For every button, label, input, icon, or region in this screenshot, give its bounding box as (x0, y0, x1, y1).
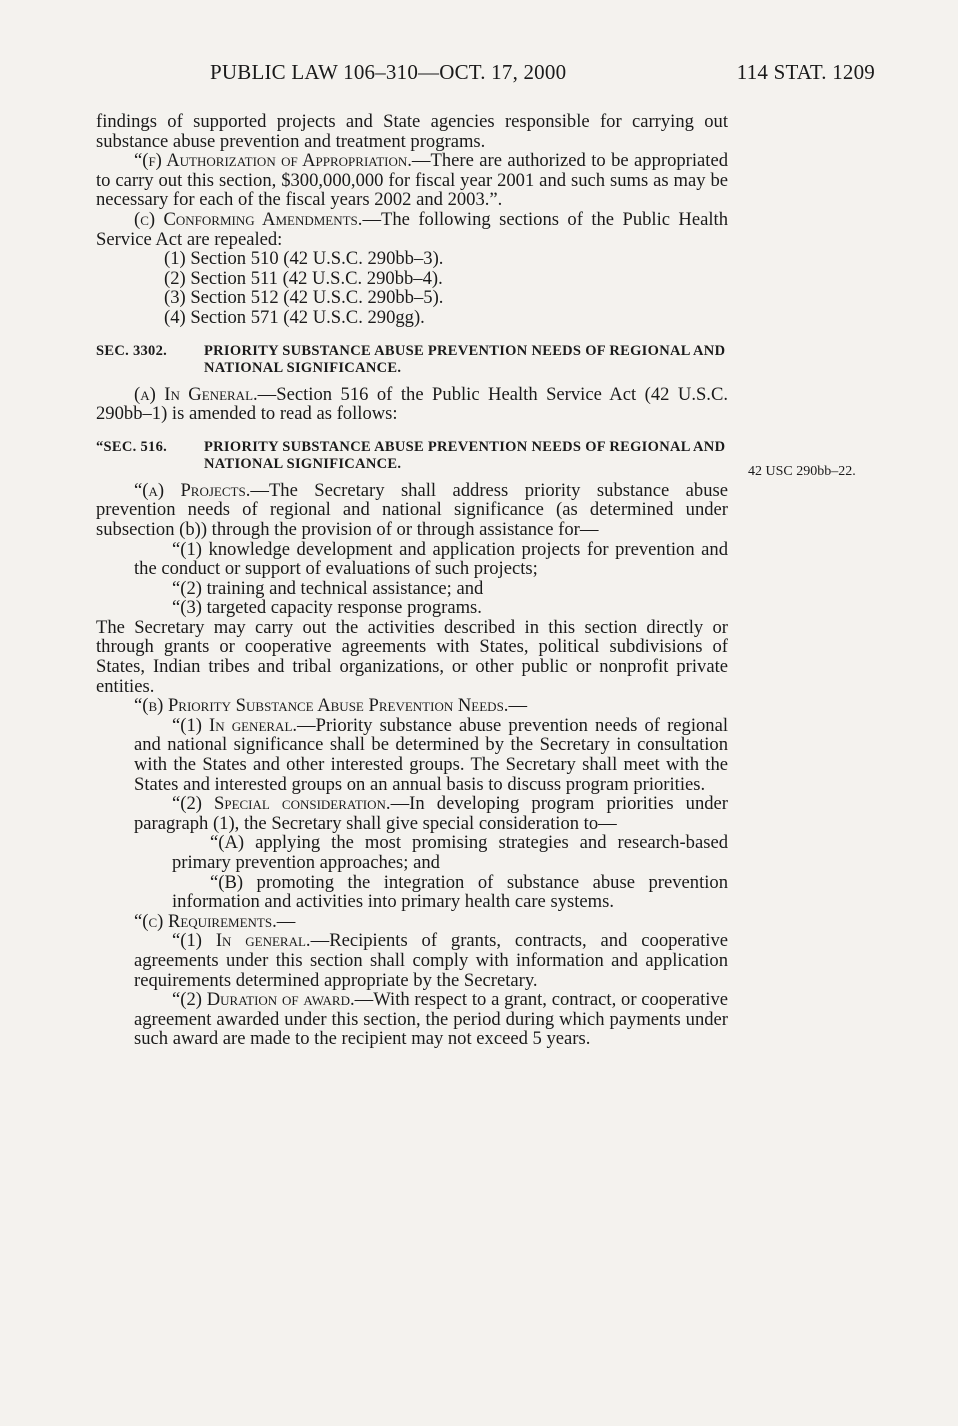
paragraph-requirements (96, 912, 728, 932)
paragraph-requirements-in-general (96, 931, 728, 990)
paragraph-duration-of-award (96, 990, 728, 1049)
heading-special-consideration: “(2) Special consideration. (172, 793, 391, 815)
document-body (96, 112, 728, 1049)
margin-note-usc: 42 USC 290bb–22. (748, 464, 856, 479)
text-priority-in-general: —Priority substance abuse prevention needs of regional and national significance shall be determined by the Secretary in consultation with the States and other interested groups. The Secretary shall meet with the States and interested groups on an annual basis to discuss program priorities. (134, 714, 728, 795)
dash-requirements: — (276, 910, 296, 932)
section-516-heading (96, 439, 728, 473)
paragraph-authorization (96, 151, 728, 210)
consideration-item-a: “(A) applying the most promising strategies and research-based primary prevention approaches; and (172, 832, 728, 873)
section-516-number: “SEC. 516. (96, 438, 168, 455)
heading-projects: “(a) Projects. (134, 479, 251, 501)
text-authorization: —There are authorized to be appropriated to carry out this section, $300,000,000 for fiscal year 2001 and such sums as may be necessary for each of the fiscal years 2002 and 2003.”. (96, 150, 728, 211)
consideration-item-b: “(B) promoting the integration of substance abuse prevention information and activities into primary health care systems. (172, 871, 728, 913)
heading-authorization: “(f) Authorization of Appropriation. (134, 150, 412, 172)
heading-requirements: “(c) Requirements. (134, 910, 277, 932)
projects-item-1: “(1) knowledge development and application projects for prevention and the conduct or support of evaluations of such projects; (134, 538, 728, 580)
paragraph-priority-needs (96, 696, 728, 716)
dash-priority-needs: — (508, 695, 528, 717)
projects-item-3: “(3) targeted capacity response programs. (172, 597, 482, 619)
paragraph-projects (96, 481, 728, 540)
text-in-general: —Section 516 of the Public Health Service Act (42 U.S.C. 290bb–1) is amended to read as follows: (96, 383, 729, 425)
repealed-item: (1) Section 510 (42 U.S.C. 290bb–3). (164, 248, 444, 270)
heading-priority-in-general: “(1) In general. (172, 714, 298, 736)
paragraph-special-consideration (96, 794, 728, 833)
heading-in-general: (a) In General. (134, 383, 258, 405)
projects-item-2: “(2) training and technical assistance; and (172, 577, 484, 599)
repealed-item: (4) Section 571 (42 U.S.C. 290gg). (164, 306, 425, 328)
paragraph-secretary-activities: The Secretary may carry out the activities described in this section directly or through grants or cooperative agreements with States, political subdivisions of States, Indian tribes and tribal organizations, or other public or nonprofit private entities. (96, 616, 728, 697)
section-516-title: PRIORITY SUBSTANCE ABUSE PREVENTION NEEDS OF REGIONAL AND NATIONAL SIGNIFICANCE. (204, 438, 726, 472)
section-3302-heading (96, 343, 728, 377)
paragraph-priority-in-general (96, 716, 728, 794)
heading-duration-of-award: “(2) Duration of award. (172, 989, 355, 1011)
header-stat-page: 114 STAT. 1209 (736, 60, 875, 84)
text-requirements-in-general: —Recipients of grants, contracts, and cooperative agreements under this section shall comply with information and application requirements determined appropriate by the Secretary. (134, 930, 728, 991)
section-3302-number: SEC. 3302. (96, 342, 168, 359)
heading-requirements-in-general: “(1) In general. (172, 930, 311, 952)
paragraph-in-general (96, 385, 728, 424)
heading-priority-needs: “(b) Priority Substance Abuse Prevention Needs. (134, 695, 509, 717)
text-duration-of-award: —With respect to a grant, contract, or cooperative agreement awarded under this section, the period during which payments under such award are made to the recipient may not exceed 5 years. (134, 989, 728, 1050)
paragraph-findings: findings of supported projects and State agencies responsible for carrying out substance abuse prevention and treatment programs. (96, 111, 728, 152)
header-law-citation: PUBLIC LAW 106–310—OCT. 17, 2000 (210, 60, 567, 84)
paragraph-conforming-amendments (96, 210, 728, 249)
page-header (210, 60, 875, 92)
section-3302-title: PRIORITY SUBSTANCE ABUSE PREVENTION NEEDS OF REGIONAL AND NATIONAL SIGNIFICANCE. (204, 342, 726, 376)
repealed-item: (3) Section 512 (42 U.S.C. 290bb–5). (164, 287, 444, 309)
heading-conforming-amendments: (c) Conforming Amendments. (134, 208, 363, 230)
text-special-consideration: —In developing program priorities under paragraph (1), the Secretary shall give special consideration to— (134, 793, 728, 834)
repealed-item: (2) Section 511 (42 U.S.C. 290bb–4). (164, 267, 443, 289)
text-projects: —The Secretary shall address priority substance abuse prevention needs of regional and national significance (as determined under subsection (b)) through the provision of or through assistance for— (96, 479, 728, 540)
text-conforming-amendments: —The following sections of the Public Health Service Act are repealed: (96, 208, 728, 250)
